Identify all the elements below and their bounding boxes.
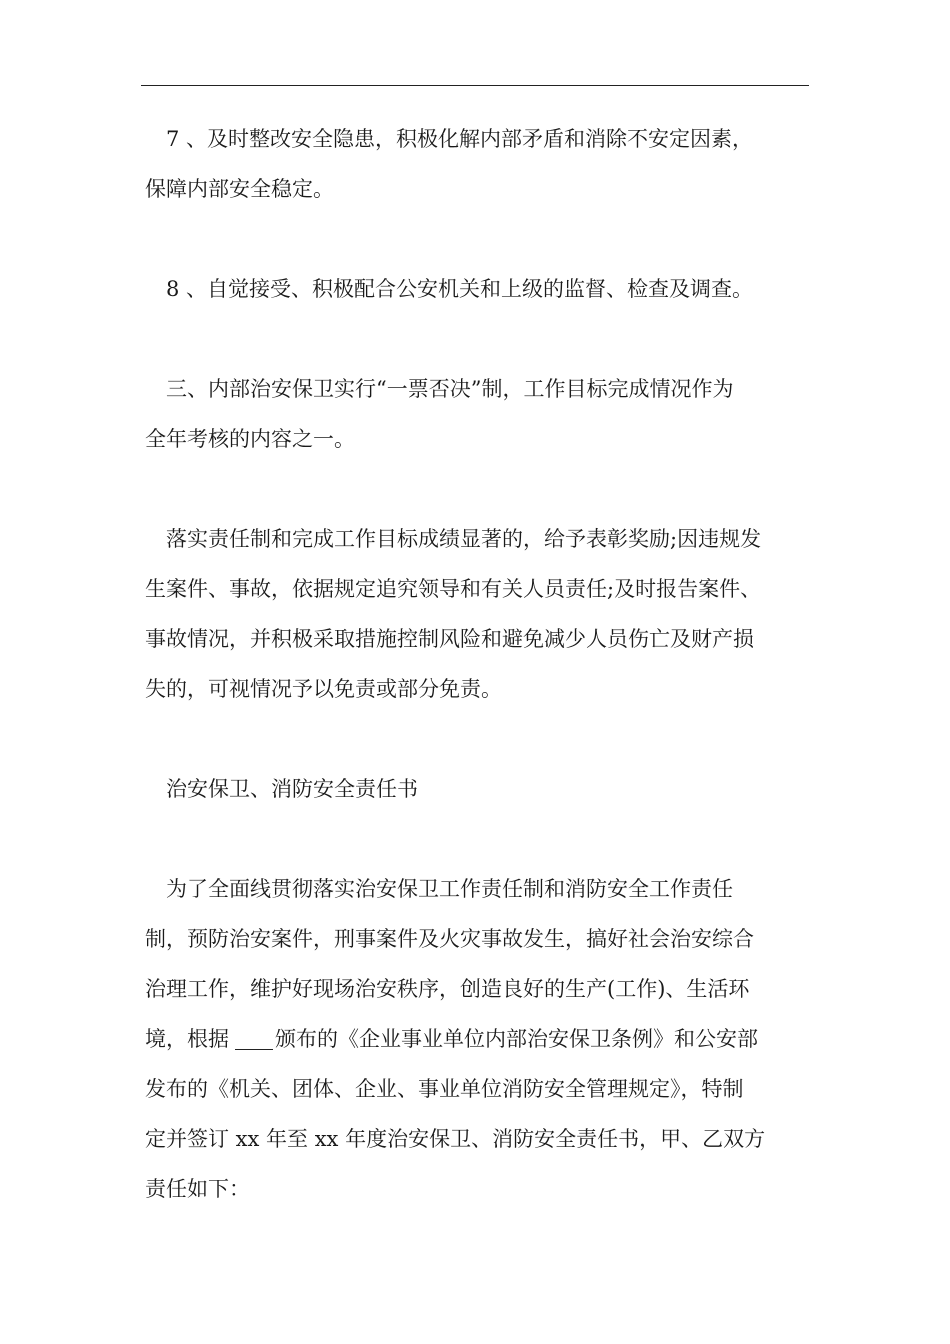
heading-text: 治安保卫、消防安全责任书 xyxy=(166,777,418,801)
paragraph-item-8 xyxy=(145,264,805,314)
paragraph-rewards xyxy=(145,514,805,714)
paragraph-line: 发布的《机关、团体、企业、事业单位消防安全管理规定》，特制 xyxy=(145,1077,744,1101)
paragraph-line: 保障内部安全稳定。 xyxy=(145,177,334,201)
paragraph-line: 治理工作，维护好现场治安秩序，创造良好的生产(工作)、生活环 xyxy=(145,977,750,1001)
paragraph-line xyxy=(145,1014,805,1064)
section-heading xyxy=(145,764,805,814)
paragraph-section-3 xyxy=(145,364,805,464)
paragraph-item-7 xyxy=(145,114,805,214)
paragraph-line: 三、内部治安保卫实行“一票否决”制，工作目标完成情况作为 xyxy=(166,377,734,401)
paragraph-line: 定并签订 xx 年至 xx 年度治安保卫、消防安全责任书，甲、乙双方 xyxy=(145,1127,766,1151)
paragraph-intro xyxy=(145,864,805,1214)
paragraph-line: 落实责任制和完成工作目标成绩显著的，给予表彰奖励;因违规发 xyxy=(166,527,762,551)
fill-in-blank xyxy=(235,1027,273,1050)
paragraph-line: 8 、自觉接受、积极配合公安机关和上级的监督、检查及调查。 xyxy=(166,277,754,301)
paragraph-line: 生案件、事故，依据规定追究领导和有关人员责任;及时报告案件、 xyxy=(145,577,762,601)
paragraph-line: 制，预防治安案件，刑事案件及火灾事故发生，搞好社会治安综合 xyxy=(145,927,754,951)
paragraph-line: 事故情况，并积极采取措施控制风险和避免减少人员伤亡及财产损 xyxy=(145,627,754,651)
paragraph-line: 7 、及时整改安全隐患，积极化解内部矛盾和消除不安定因素， xyxy=(166,127,754,151)
header-rule xyxy=(141,85,809,86)
line-text-before-blank: 境，根据 xyxy=(145,1027,229,1051)
line-text-after-blank: 颁布的《企业事业单位内部治安保卫条例》和公安部 xyxy=(275,1027,758,1051)
paragraph-line: 责任如下： xyxy=(145,1177,250,1201)
paragraph-line: 失的，可视情况予以免责或部分免责。 xyxy=(145,677,502,701)
paragraph-line: 全年考核的内容之一。 xyxy=(145,427,355,451)
paragraph-line: 为了全面线贯彻落实治安保卫工作责任制和消防安全工作责任 xyxy=(166,877,733,901)
